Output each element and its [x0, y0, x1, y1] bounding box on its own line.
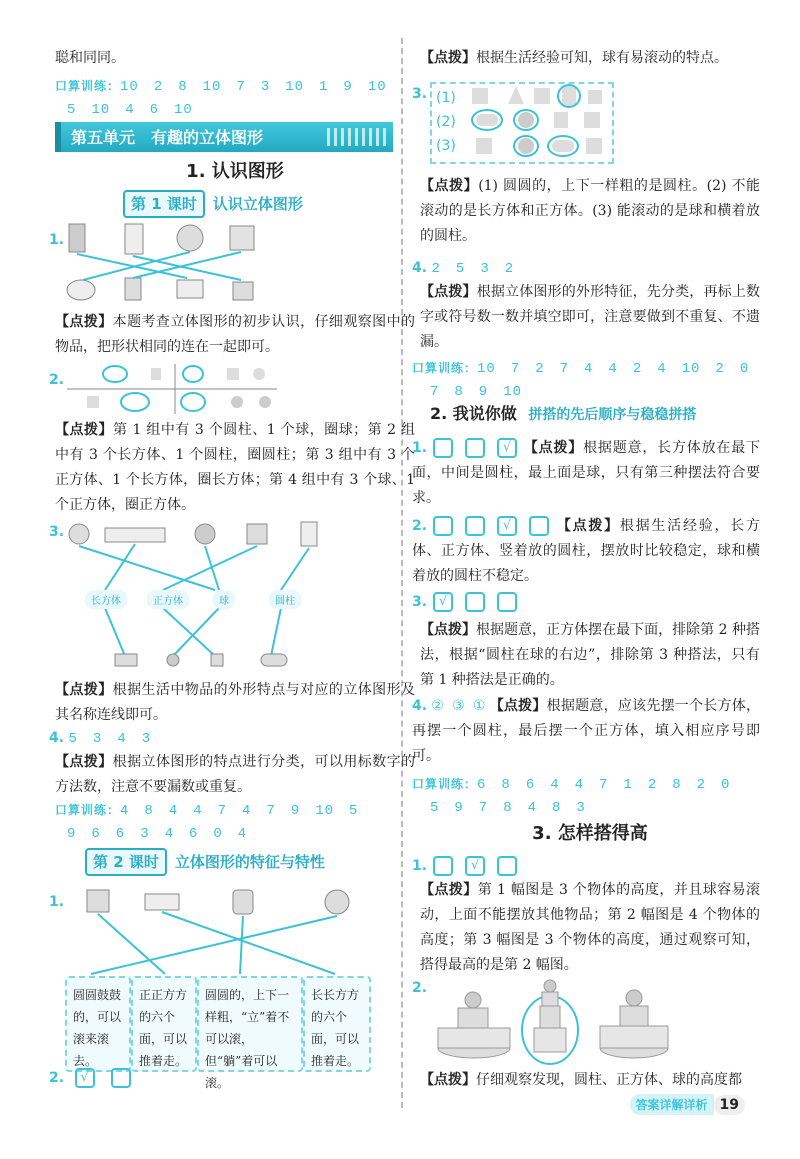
- hint-text: 根据生活经验，长方体、正方体、竖着放的圆柱，摆放时比较稳定，球和横着放的圆柱不稳定。: [412, 518, 761, 584]
- can-object: [69, 224, 85, 252]
- answer-checkbox: [497, 856, 517, 876]
- calc-line-2: 5 10 4 6 10: [67, 102, 193, 118]
- hint-label: 【点拨】: [55, 314, 113, 330]
- top-hint: [420, 46, 760, 71]
- answer-checkbox: √: [75, 1068, 95, 1088]
- calc-label: 口算训练：: [55, 79, 121, 93]
- circle-mark: [121, 393, 149, 411]
- hint-text: 根据生活中物品的外形特点与对应的立体图形及其名称连线即可。: [55, 682, 416, 723]
- section-title: 2. 我说你做: [430, 404, 517, 423]
- unit-title: 第五单元 有趣的立体图形: [71, 128, 264, 147]
- shape: [518, 112, 534, 128]
- unit-title-bar: [55, 122, 393, 152]
- circle-mark: [181, 393, 205, 411]
- calc-training-1: [55, 74, 387, 99]
- fridge-object: [125, 224, 143, 254]
- answer-checkbox: [433, 856, 453, 876]
- shape: [476, 138, 492, 154]
- hint-label: 【点拨】: [489, 698, 547, 714]
- calc-line-2: 5 9 7 8 4 8 3: [430, 800, 586, 816]
- cuboid-object: [105, 528, 165, 542]
- q4-answer-line: [412, 256, 514, 281]
- shape: [476, 114, 498, 126]
- hint-text: 仔细观察发现，圆柱、正方体、球的高度都: [476, 1072, 742, 1088]
- hint-label: 【点拨】: [55, 682, 113, 698]
- match-line: [162, 912, 335, 974]
- hint-text: 根据立体图形的外形特征，先分类，再标上数字或符号数一数并填空即可，注意要做到不重复、不遗漏。: [420, 284, 761, 350]
- lesson-1-heading: [123, 190, 303, 218]
- cylinder-shape: [233, 890, 253, 914]
- calc-line-2: 9 6 6 3 4 6 0 4: [67, 826, 248, 842]
- label-cylinder: 圆柱: [269, 590, 301, 609]
- description-card: 圆圆鼓鼓的，可以滚来滚去。: [65, 976, 131, 1072]
- question-number: 2.: [412, 518, 428, 534]
- description-card: 圆圆的，上下一样粗，“立”着不可以滚，但“躺”着可以滚。: [197, 976, 303, 1072]
- hint-text: 根据立体图形的特点进行分类，可以用标数字的方法数，注意不要漏数或重复。: [55, 754, 416, 795]
- cylinder-object: [301, 522, 317, 546]
- row-label: (3): [436, 138, 456, 154]
- question-number: 3.: [412, 594, 428, 610]
- match-line: [79, 546, 215, 590]
- answer-checkbox: [497, 592, 517, 612]
- s3q2-stacking-figure: [434, 976, 734, 1064]
- circle-mark: [103, 366, 127, 382]
- hint-text: 根据题意，正方体摆在最下面，排除第 2 种搭法，根据“圆柱在球的右边”，排除第 3 种搭法，只有第 1 种搭法是正确的。: [420, 622, 760, 688]
- sphere-shape: [325, 890, 349, 914]
- q3-hint: [420, 174, 760, 249]
- answer-symbol: ①: [472, 698, 486, 714]
- question-number: 2.: [412, 980, 428, 996]
- calc-line: 10 2 8 10 7 3 10 1 9 10: [120, 79, 387, 95]
- decorative-stripes: [327, 128, 387, 146]
- match-line: [240, 916, 243, 974]
- lesson-tag: 第 2 课时: [85, 848, 167, 876]
- q4-hint: [55, 750, 415, 800]
- sphere-shape: [167, 654, 179, 666]
- question-number: 3.: [412, 86, 428, 102]
- cylinder-shape: [261, 654, 287, 666]
- answer-checkbox: √: [465, 856, 485, 876]
- ball: [626, 990, 642, 1006]
- answer-checkbox: √: [497, 516, 517, 536]
- cylinder-object: [125, 278, 141, 300]
- answer: 2 5 3 2: [431, 261, 515, 277]
- section-title-3: 3. 怎样搭得高: [532, 823, 648, 844]
- s2q4: [412, 694, 760, 769]
- match-line: [173, 608, 219, 656]
- answer-symbol: ②: [431, 698, 445, 714]
- shape: [472, 88, 488, 104]
- object: [227, 368, 239, 380]
- l2q2-answer: [49, 1066, 137, 1090]
- l2q1-matching-figure: [65, 886, 385, 976]
- q3-shapes-figure: [470, 84, 610, 160]
- shape: [562, 86, 576, 106]
- label-cube: 正方体: [147, 590, 189, 609]
- answer-checkbox: √: [497, 438, 517, 458]
- lesson-2-heading: [85, 848, 325, 876]
- match-line: [91, 916, 337, 974]
- calc-line-2: 7 8 9 10: [430, 384, 523, 400]
- cube: [620, 1006, 648, 1026]
- s2q1: [412, 436, 760, 511]
- answer-checkbox: [465, 438, 485, 458]
- page-number: 19: [714, 1095, 745, 1115]
- cube: [542, 992, 558, 1006]
- object: [151, 368, 161, 380]
- hint-text: 根据题意，长方体放在最下面，中间是圆柱，最上面是球，只有第三种摆法符合要求。: [412, 440, 761, 506]
- row-label: (1): [436, 90, 456, 106]
- hint-text: 根据题意，应该先摆一个长方体，再摆一个圆柱，最后摆一个正方体，填入相应序号即可。: [412, 698, 760, 764]
- hint-text: 根据生活经验可知，球有易滚动的特点。: [476, 50, 728, 66]
- footer-banner: 答案详解详析: [630, 1094, 714, 1115]
- answer: 5 3 4 3: [68, 731, 152, 747]
- shape: [552, 140, 574, 152]
- ball: [544, 980, 556, 992]
- hint-label: 【点拨】: [555, 518, 620, 534]
- shape: [554, 112, 568, 128]
- answer-checkbox: √: [433, 592, 453, 612]
- answer-checkbox: [433, 438, 453, 458]
- answer-checkbox: [433, 516, 453, 536]
- ball-object: [69, 524, 89, 544]
- hint-text: 第 1 组中有 3 个圆柱、1 个球，圈球；第 2 组中有 3 个长方体、1 个圆柱，圈圆柱；第 3 组中有 3 个正方体、1 个长方体，圈长方体；第 4 组中有 3 个球、1 个正方体，圈正方体。: [55, 422, 416, 513]
- section-subtitle: 拼搭的先后顺序与稳稳拼搭: [528, 407, 697, 423]
- object: [253, 368, 265, 380]
- question-number: 1.: [49, 894, 65, 910]
- hint-label: 【点拨】: [420, 622, 477, 638]
- calc-label: 口算训练：: [55, 803, 121, 817]
- answer-checkbox: [465, 516, 485, 536]
- s3q2-hint: [420, 1068, 760, 1093]
- match-line: [105, 608, 125, 656]
- hint-label: 【点拨】: [420, 50, 476, 66]
- question-number: 2.: [49, 372, 65, 388]
- calc-line: 4 8 4 4 7 4 7 9 10 5: [120, 803, 359, 819]
- label-sphere: 球: [213, 590, 235, 609]
- ball-object: [177, 225, 203, 251]
- section-title-1: 1. 认识图形: [186, 161, 284, 182]
- q4-hint: [420, 280, 760, 355]
- match-line: [163, 608, 215, 656]
- question-number: 3.: [49, 524, 65, 540]
- match-line: [133, 252, 241, 278]
- calc-training-2: [412, 772, 730, 797]
- answer-checkbox: [111, 1068, 131, 1088]
- s2q3-answer: [412, 590, 523, 614]
- hint-text: (1) 圆圆的，上下一样粗的是圆柱。(2) 不能滚动的是长方体和正方体。(3) 能滚动的是球和横着放的圆柱。: [420, 178, 761, 244]
- object: [231, 396, 243, 408]
- description-card: 长长方方的六个面，可以推着走。: [303, 976, 371, 1072]
- s3q1-answer: [412, 854, 523, 878]
- calc-training-2: [55, 798, 358, 823]
- lesson-title: 立体图形的特征与特性: [174, 853, 325, 871]
- column-divider: [401, 38, 403, 1108]
- match-line: [281, 548, 309, 590]
- shape: [534, 88, 550, 104]
- label-cuboid: 长方体: [85, 590, 127, 609]
- calc-line: 6 8 6 4 4 7 1 2 8 2 0: [477, 777, 731, 793]
- cylinder-base-body: [600, 1026, 668, 1048]
- question-number: 1.: [412, 440, 428, 456]
- cube-object-2: [233, 282, 253, 300]
- hint-label: 【点拨】: [420, 882, 478, 898]
- answer-checkbox: [529, 516, 549, 536]
- question-number: 1.: [49, 232, 65, 248]
- hint-text: 第 1 幅图是 3 个物体的高度，并且球容易滚动，上面不能摆放其他物品；第 2 幅图是 4 个物体的高度；第 3 幅图是 3 个物体的高度，通过观察可知，搭得最高的是第 2 幅图。: [420, 882, 760, 973]
- s2q3-hint: [420, 618, 760, 693]
- circle-mark: [183, 366, 203, 382]
- cube-object: [247, 524, 267, 544]
- page-footer: [630, 1094, 746, 1115]
- q3-hint: [55, 678, 415, 728]
- ball: [465, 992, 481, 1008]
- cylinder-base-body: [438, 1028, 510, 1048]
- question-number: 4.: [412, 698, 428, 714]
- answer-symbol: ③: [452, 698, 465, 714]
- cuboid-shape: [115, 654, 137, 666]
- match-line: [163, 546, 257, 590]
- ball-object: [195, 524, 215, 544]
- hint-label: 【点拨】: [55, 422, 114, 438]
- shape: [588, 90, 602, 104]
- hint-label: 【点拨】: [420, 178, 479, 194]
- lesson-tag: 第 1 课时: [123, 190, 205, 218]
- question-number: 4.: [49, 730, 65, 746]
- ball-object-2: [67, 280, 95, 300]
- q4-answer-line: [49, 726, 151, 751]
- calc-line: 10 7 2 7 4 4 2 4 10 2 0: [477, 361, 750, 377]
- cube-shape: [211, 654, 223, 666]
- match-line: [105, 544, 135, 590]
- hint-label: 【点拨】: [55, 754, 113, 770]
- cube: [458, 1008, 488, 1028]
- cylinder: [534, 1028, 566, 1052]
- question-number: 1.: [412, 858, 428, 874]
- shape: [586, 138, 602, 154]
- lesson-title: 认识立体图形: [212, 195, 303, 213]
- question-number: 4.: [412, 260, 428, 276]
- cuboid-shape: [145, 894, 179, 910]
- row-label: (2): [436, 114, 456, 130]
- match-line: [133, 256, 241, 280]
- cube-object: [230, 226, 254, 250]
- intro-text: 聪和同同。: [55, 50, 125, 66]
- description-card: 正正方方的六个面，可以推着走。: [131, 976, 197, 1072]
- hint-label: 【点拨】: [523, 440, 584, 456]
- cube-shape: [87, 890, 109, 912]
- q1-hint: [55, 310, 415, 360]
- hint-text: 本题考查立体图形的初步认识，仔细观察图中的物品，把形状相同的连在一起即可。: [55, 314, 416, 355]
- question-number: 2.: [49, 1070, 65, 1086]
- object: [259, 396, 271, 408]
- shape: [518, 138, 534, 154]
- calc-label: 口算训练：: [412, 777, 478, 791]
- s3q1-hint: [420, 878, 760, 978]
- answer-checkbox: [465, 592, 485, 612]
- s2q2: [412, 514, 760, 589]
- q2-hint: [55, 418, 415, 518]
- cuboid: [540, 1006, 560, 1028]
- match-line: [271, 608, 281, 656]
- section-2-heading: [430, 402, 696, 427]
- shape: [584, 112, 600, 128]
- shape: [508, 86, 524, 104]
- q2-circle-figure: [67, 362, 287, 418]
- calc-label: 口算训练：: [412, 361, 478, 375]
- calc-training: [412, 356, 749, 381]
- cuboid-object: [177, 280, 203, 298]
- hint-label: 【点拨】: [420, 284, 477, 300]
- hint-label: 【点拨】: [420, 1072, 476, 1088]
- q1-matching-figure: [65, 222, 305, 304]
- object: [87, 396, 99, 408]
